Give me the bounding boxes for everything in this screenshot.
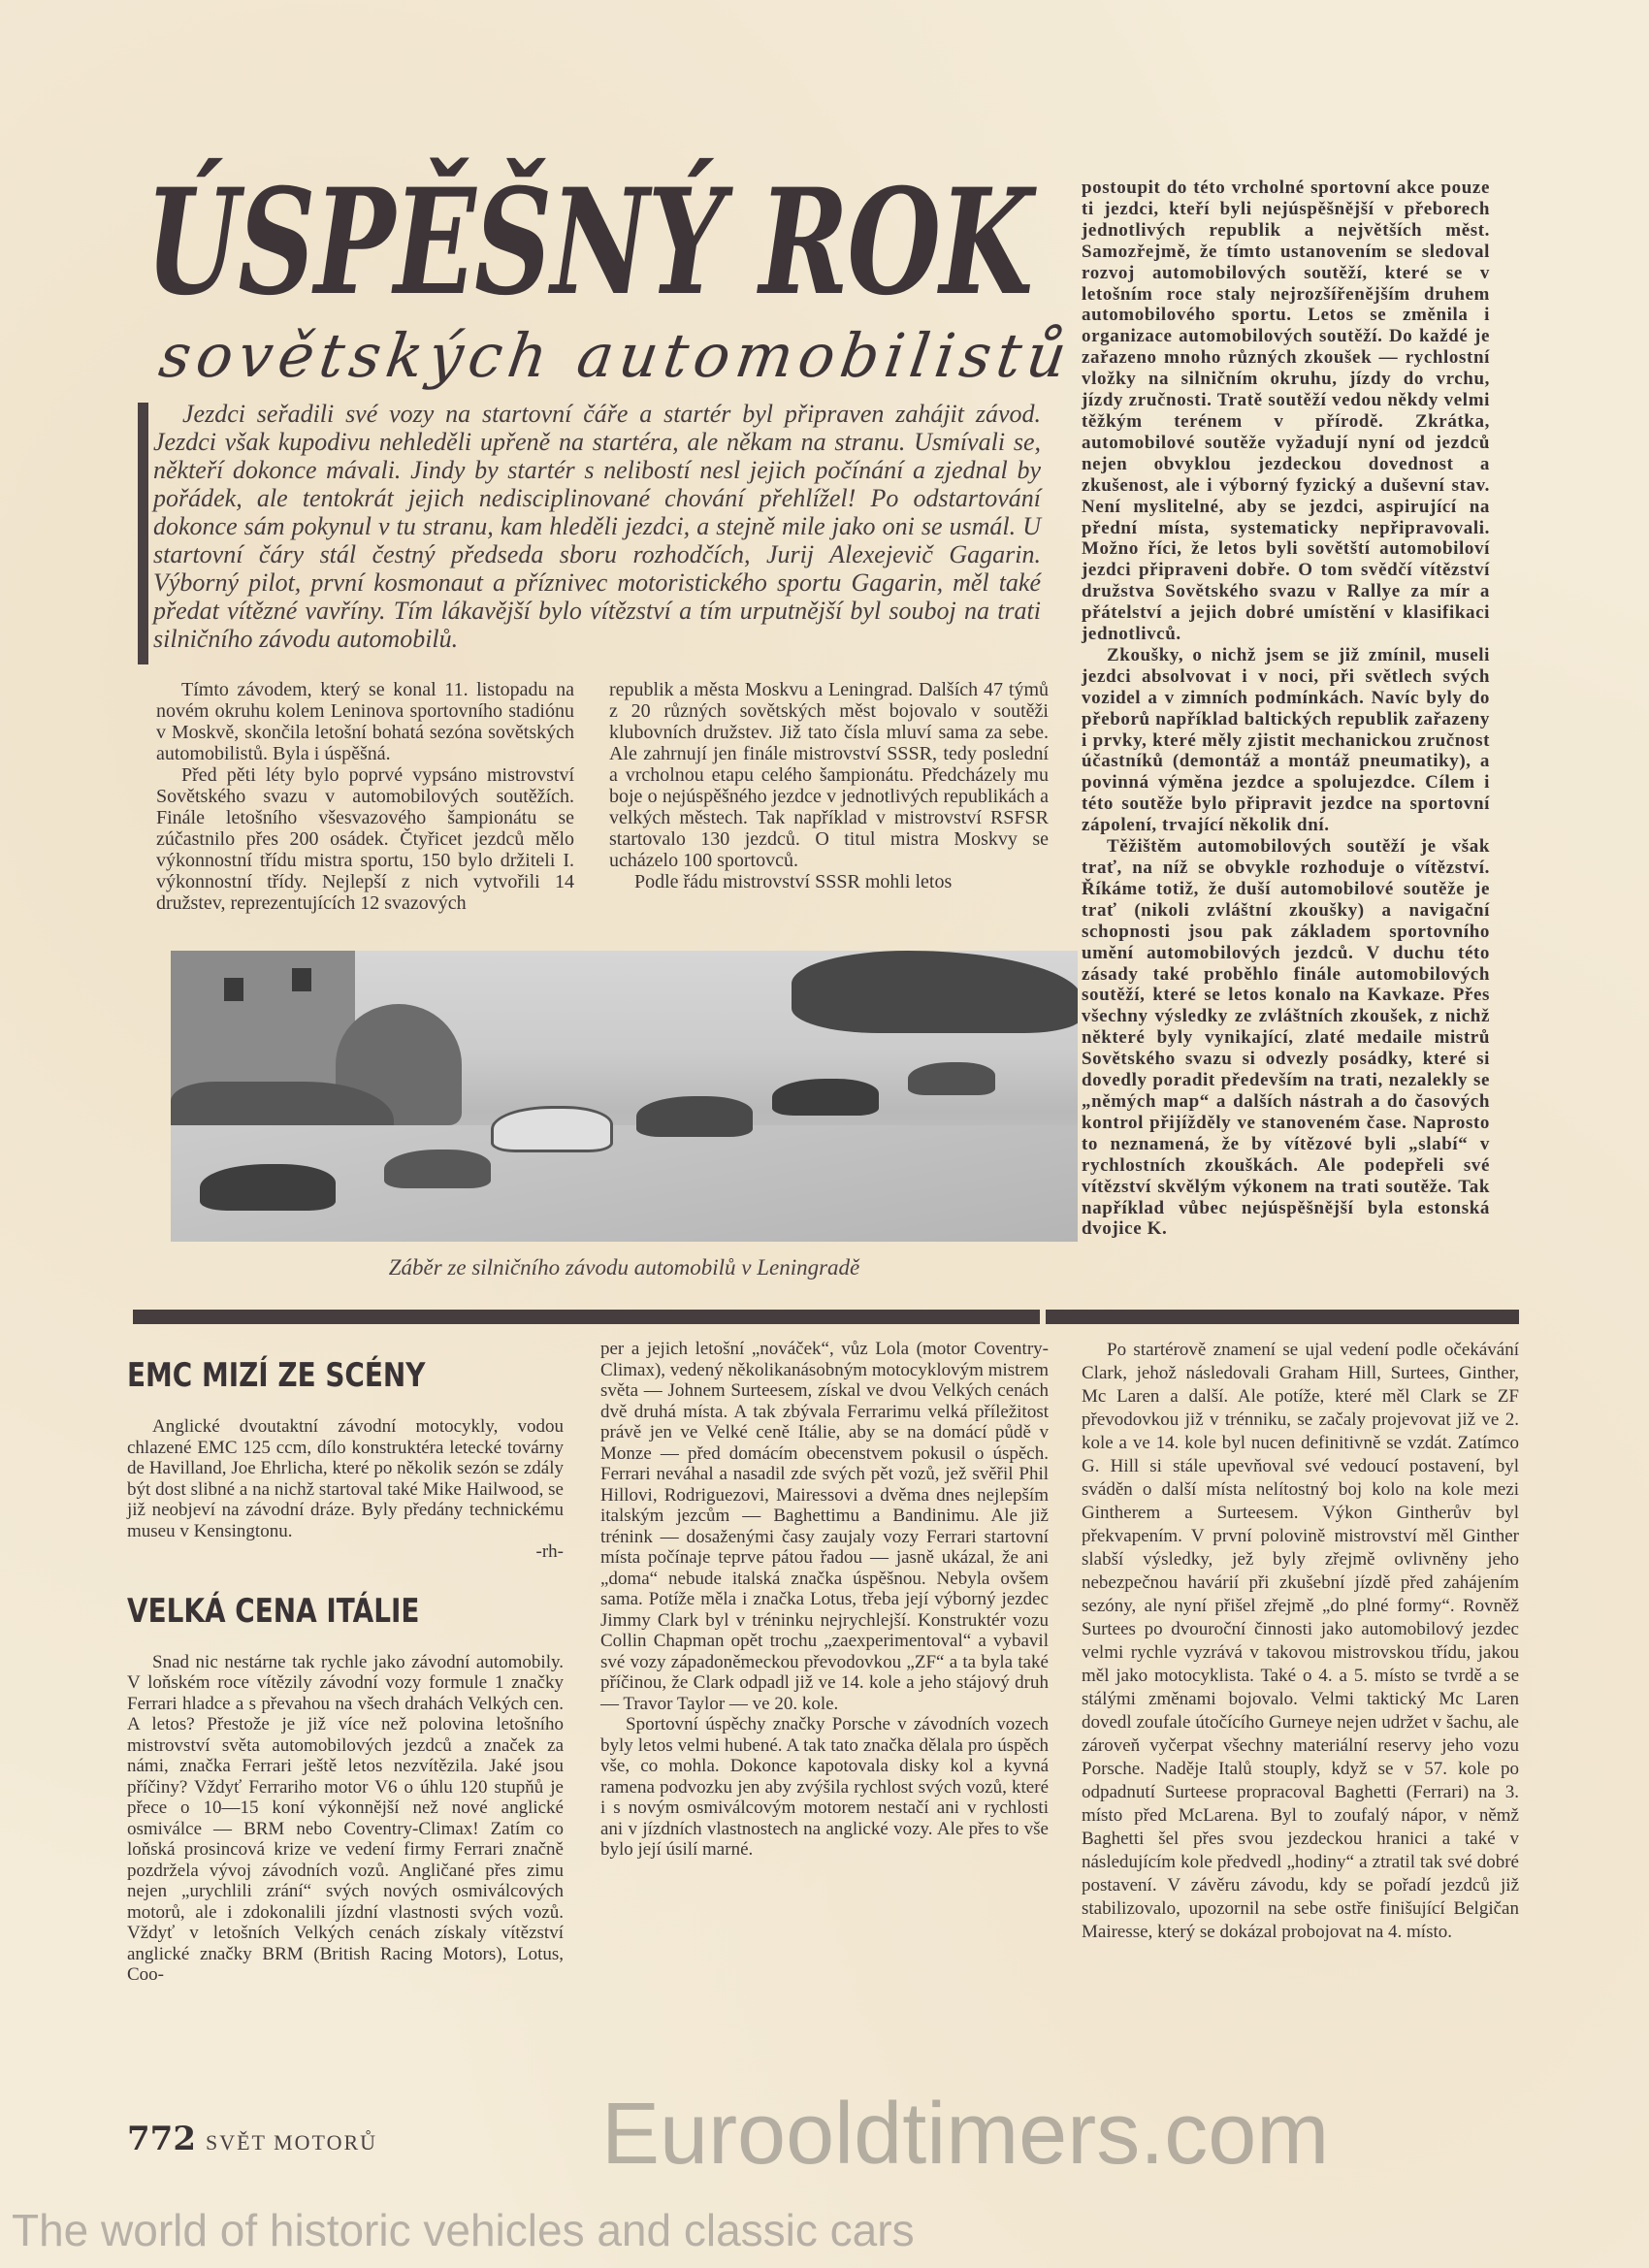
photo-car (636, 1096, 753, 1137)
photo-building-window (292, 968, 311, 991)
race-photo (171, 951, 1078, 1242)
section-divider (1046, 1310, 1519, 1324)
intro-accent-bar (138, 403, 148, 664)
paragraph: republik a města Moskvu a Leningrad. Dalších 47 týmů z 20 různých sovětských měst bojovalo v soutěži klubovních družstev. Již tato čísla mluví sama za sebe. Ale zahrnují jen finále mistrovství SSSR, tedy poslední a vrcholnou etapu celého šampionátu. Předcházely mu boje o nejúspěšného jezdce v jednotlivých republikách a velkých městech. Tak například v mistrovství RSFSR startovalo 130 jezdců. O titul mistra Moskvy se ucházelo 100 sportovců. (609, 679, 1049, 871)
article-intro: Jezdci seřadili své vozy na startovní čáře a startér byl připraven zahájit závod. Jezdci však kupodivu nehleděli upřeně na startéra, ale někam na stranu. Usmívali se, někteří dokonce mávali. Jindy by startér s nelibostí nesl jejich počínání a zjednal by pořádek, ale tentokrát jejich nedisciplinované chování přehlížel! Po odstartování dokonce sám pokynul v tu stranu, kam hleděli jezdci, a stejně mile jako oni se usmál. U startovní čáry stál čestný předseda sboru rozhodčích, Jurij Alexejevič Gagarin. Výborný pilot, první kosmonaut a příznivec motoristického sportu Gagarin, měl také předat vítězné vavříny. Tím lákavější bylo vítězství a tím urputnější byl souboj na trati silničního závodu automobilů. (153, 400, 1041, 653)
photo-trees (792, 951, 1078, 1033)
photo-caption: Záběr ze silničního závodu automobilů v Leningradě (388, 1255, 860, 1280)
photo-car (384, 1150, 491, 1188)
news-column-3 (1082, 1339, 1519, 1944)
photo-car (200, 1164, 336, 1211)
paragraph: Sportovní úspěchy značky Porsche v závodních vozech byly letos velmi hubené. A tak tato značka dělala pro úspěch vše, co mohla. Dokonce kapotovala disky kol a kyvná ramena podvozku jen aby zvýšila rychlost svých vozů, které i s novým osmiválcovým motorem nestačí ani v rychlosti ani v jízdních vlastnostech na anglické vozy. Ale přes to vše bylo její úsilí marné. (600, 1714, 1049, 1860)
paragraph: per a jejich letošní „nováček“, vůz Lola (motor Coventry-Climax), vedený několikanásobným motocyklovým mistrem světa — Johnem Surteesem, získal ve dvou Velkých cenách dvě druhá místa. A tak zbývala Ferrarimu velká příležitost právě jen ve Velké ceně Itálie, aby se na domácí půdě v Monze — před domácím obecenstvem pokusil o úspěch. Ferrari neváhal a nasadil zde svých pět vozů, jež svěřil Phil Hillovi, Rodriguezovi, Mairessovi a dvěma dnes nejlepším italským jezcům — Baghettimu a Bandinimu. Ale již trénink — dosaženými časy zaujaly vozy Ferrari startovní místa počínaje teprve pátou řadou — jasně ukázal, že ani „doma“ nebude italská značka úspěšnou. Nebyla ovšem sama. Potíže měla i značka Lotus, třeba její výborný jezdec Jimmy Clark byl v tréninku nejrychlejší. Konstruktér vozu Collin Chapman opět trochu „zaexperimentoval“ a vybavil své vozy západoněmeckou převodovkou „ZF“ a ta byla také příčinou, že Clark odpadl již ve 14. kole a jeho stájový druh — Travor Taylor — ve 20. kole. (600, 1339, 1049, 1714)
paragraph: Anglické dvoutaktní závodní motocykly, vodou chlazené EMC 125 ccm, dílo konstruktéra letecké továrny de Havilland, Joe Ehrlicha, které po několik sezón se zdály být dost slibné a na nichž startoval také Mike Hailwood, se již neobjeví na závodní dráze. Byly předány technickému museu v Kensingtonu. (127, 1416, 564, 1541)
paragraph: Tímto závodem, který se konal 11. listopadu na novém okruhu kolem Leninova sportovního stadiónu v Moskvě, skončila letošní bohatá sezóna sovětských automobilistů. Byla i úspěšná. (156, 679, 574, 764)
paragraph: Těžištěm automobilových soutěží je však trať, na níž se obvykle rozhoduje o vítězství. Říkáme totiž, že duší automobilové soutěže je trať (nikoli zvláštní zkoušky) a navigační schopnosti jsou pak základem sportovního umění automobilových jezdců. V duchu této zásady také proběhlo finále automobilových soutěží, které se letos konalo na Kavkaze. Přes všechny výsledky ze zvláštních zkoušek, z nichž některé byly vynikající, zlaté medaile mistrů Sovětského svazu si odvezly posádky, které si dovedly poradit především na trati, nezalekly se „němých map“ a dalších nástrah a do časových kontrol přijížděly ve stanoveném čase. Naprosto to neznamená, že by vítězové byli „slabí“ v rychlostních zkouškách. Ale podepřeli své vítězství skvělým výkonem na trati soutěže. Tak například vůbec nejúspěšnější byla estonská dvojice K. (1082, 836, 1490, 1240)
page-number: 772 (127, 2120, 196, 2158)
photo-car (772, 1079, 879, 1116)
italy-heading: VELKÁ CENA ITÁLIE (127, 1591, 420, 1631)
watermark-tagline: The world of historic vehicles and classic cars (12, 2205, 915, 2255)
emc-heading: EMC MIZÍ ZE SCÉNY (127, 1356, 426, 1395)
article-column-1 (156, 679, 574, 914)
paragraph: postoupit do této vrcholné sportovní akce pouze ti jezdci, kteří byli nejúspěšnější v přeborech jednotlivých republik a největších měst. Samozřejmě, že tímto ustanovením se sledoval rozvoj automobilových soutěží, které se v letošním roce staly nejrozšířenějším druhem automobilového sportu. Letos se změnila i organizace automobilových soutěží. Do každé je zařazeno mnoho různých zkoušek — rychlostní vložky na silničním okruhu, jízdy do vrchu, jízdy zručnosti. Tratě soutěží vedou někdy velmi těžkým terénem v přírodě. Zkrátka, automobilové soutěže vyžadují nyní od jezdců nejen obvyklou jezdeckou dovednost a zkušenost, ale i výborný fyzický a duševní stav. Není myslitelné, aby se jezdci, aspirující na přední místa, systematicky nepřipravovali. Možno říci, že letos byli sovětští automobiloví jezdci připraveni dobře. O tom svědčí vítězství družstva Sovětského svazu v Rallye za mír a přátelství a jejich dobré umístění v klasifikaci jednotlivců. (1082, 178, 1490, 645)
photo-building-window (224, 978, 243, 1001)
section-divider (133, 1310, 1040, 1324)
article-title: ÚSPĚŠNÝ ROK (146, 157, 1032, 328)
paragraph: Po startérově znamení se ujal vedení podle očekávání Clark, jehož následovali Graham Hill, Surtees, Ginther, Mc Laren a další. Ale potíže, které měl Clark se ZF převodovkou již v trénniku, se začaly projevovat již ve 2. kole a ve 14. kole byl nucen definitivně se vzdát. Zatímco G. Hill si stále upevňoval své vedoucí postavení, byl sváděn o další místa nelítostný boj kolo na kole mezi Gintherem a Surteesem. Výkon Gintherův byl překvapením. V první polovině mistrovství měl Ginther slabší výsledky, jež byly zřejmě ovlivněny jeho nebezpečnou havárií při zkušební jízdě před zahájením sezóny, ale nyní přišel zřejmě „do plné formy“. Rovněž Surtees po dvouroční činnosti jako automobilový jezdec velmi rychle vyzrává v takovou mistrovskou třídu, jakou měl jako motocyklista. Také o 4. a 5. místo se tvrdě a se stálými změnami bojovalo. Velmi taktický Mc Laren dovedl zoufale útočícího Gurneye nejen udržet v šachu, ale zároveň vyčerpat všechny materiální reservy jeho vozu Porsche. Naděje Italů stouply, když se v 57. kole po odpadnutí Surteese propracoval Baghetti (Ferrari) na 3. místo před McLarena. Byl to zoufalý nápor, v němž Baghetti šel přes svou jezdeckou hranici a také v následujícím kole předvedl „hodiny“ a ztratil tak své dobré postavení. V závěru závodu, kdy se pořadí jezdců již stabilizovalo, upozornil na sebe ostře finišující Belgičan Mairesse, který se dokázal probojovat na 4. místo. (1082, 1340, 1519, 1942)
paragraph: Podle řádu mistrovství SSSR mohli letos (634, 871, 953, 892)
article-subtitle-handwritten: sovětských automobilistů (154, 320, 1077, 391)
watermark-logo: Eurooldtimers.com (601, 2086, 1330, 2183)
photo-car (491, 1106, 613, 1152)
author-signature: -rh- (535, 1541, 564, 1562)
news-column-2 (600, 1339, 1049, 1861)
article-column-2 (609, 679, 1049, 892)
paragraph: Snad nic nestárne tak rychle jako závodní automobily. V loňském roce vítězily závodní vozy formule 1 značky Ferrari hladce a s převahou na všech drahách Velkých cen. A letos? Přestože je již více než polovina letošního mistrovství světa automobilových jezdců a značek za námi, značka Ferrari ještě letos nezvítězila. Jaké jsou příčiny? Vždyť Ferrariho motor V6 o úhlu 120 stupňů je přece o 10—15 koní výkonnější než nové anglické osmiválce — BRM nebo Coventry-Climax! Zatím co loňská prosincová krize ve vedení firmy Ferrari značně pozdržela vývoj závodních vozů. Angličané přes zimu nejen „urychlili zrání“ svých nových osmiválcových motorů, ale i zdokonalili jízdní vlastnosti svých vozů. Vždyť v letošních Velkých cenách získaly vítězství anglické značky BRM (British Racing Motors), Lotus, Coo- (127, 1651, 564, 1985)
news-column-1 (127, 1339, 564, 1986)
paragraph: Zkoušky, o nichž jsem se již zmínil, museli jezdci absolvovat i v noci, při světlech svých vozidel a v zimních podmínkách. Navíc byly do přeborů například baltických republik zařazeny i prvky, které měly zjistit mechanickou zručnost účastníků (demontáž a montáž pneumatiky), a povinná výměna jezdce a spolujezdce. Cílem i této soutěže bylo připravit jezdce na sportovní zápolení, trvající několik dní. (1082, 644, 1490, 836)
article-column-3 (1082, 178, 1490, 1240)
paragraph: Před pěti léty bylo poprvé vypsáno mistrovství Sovětského svazu v automobilových soutěžích. Finále letošního všesvazového šampionátu se zúčastnilo přes 200 osádek. Čtyřicet jezdců mělo výkonnostní třídu mistra sportu, 150 bylo držiteli I. výkonnostní třídy. Nejlepší z nich vytvořili 14 družstev, reprezentujících 12 svazových (156, 764, 574, 914)
magazine-name: SVĚT MOTORŮ (205, 2130, 378, 2155)
photo-car (908, 1062, 995, 1095)
page-footer (127, 2120, 377, 2158)
